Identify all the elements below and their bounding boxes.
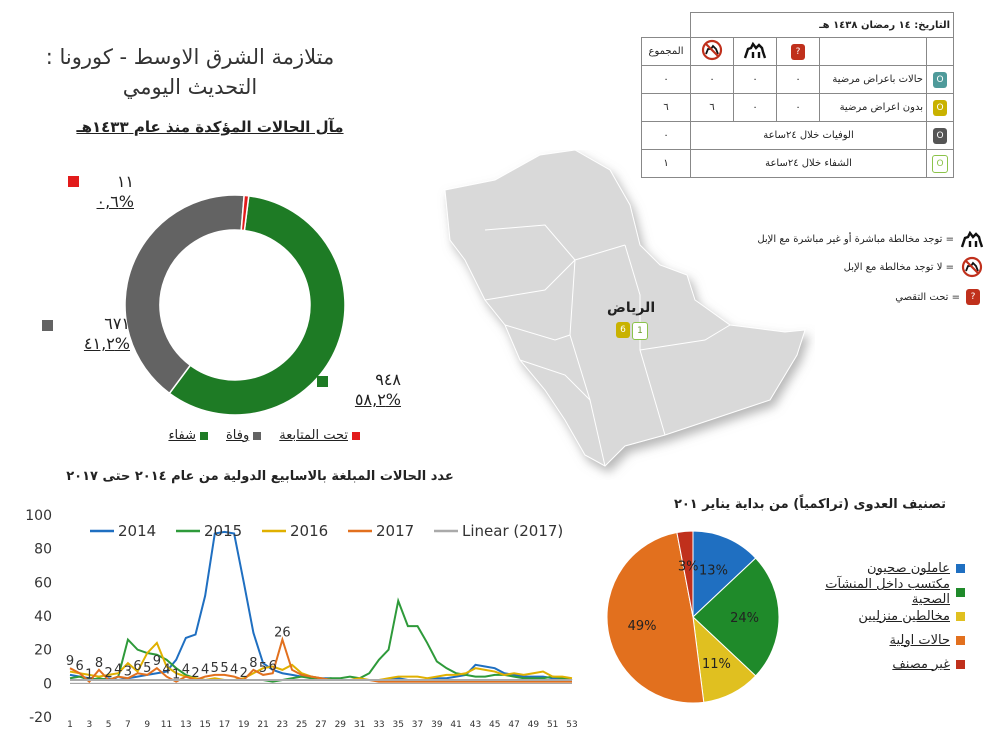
map-marker: 1 [632, 322, 648, 340]
data-label: 8 [249, 655, 258, 671]
x-tick-label: 3 [86, 720, 93, 730]
data-label: 2 [104, 665, 113, 681]
legend-followup: تحت المتابعة [279, 428, 360, 443]
x-tick-label: 29 [334, 720, 347, 730]
x-tick-label: 35 [392, 720, 404, 730]
data-label: 9 [152, 654, 162, 670]
x-tick-label: 7 [125, 720, 131, 730]
row2-no-camel: ٦ [691, 94, 734, 122]
x-tick-label: 27 [315, 720, 327, 730]
row2-label: بدون اعراض مرضية [820, 94, 927, 122]
x-tick-label: 1 [67, 720, 73, 730]
data-label: 1 [85, 667, 94, 683]
legend-label: 2014 [118, 522, 157, 540]
data-label: 5 [220, 660, 229, 676]
row4-badge: O [927, 150, 954, 178]
key-question-text: = تحت التقصي [895, 291, 960, 303]
row4-label: الشفاء خلال ٢٤ساعة [691, 150, 927, 178]
key-no-camel-text: = لا توجد مخالطة مع الإبل [843, 261, 954, 273]
data-label: 4 [229, 662, 239, 678]
row2-total: ٦ [642, 94, 691, 122]
data-label: 5 [210, 660, 219, 676]
row2-q: ٠ [777, 94, 820, 122]
data-label: 26 [274, 625, 291, 641]
x-tick-label: 47 [508, 720, 520, 730]
pie-slice-label: 49% [627, 619, 657, 635]
data-label: 6 [268, 659, 277, 675]
x-tick-label: 9 [144, 720, 151, 730]
followup-pct: %٠,٦ [96, 192, 134, 211]
followup-swatch [68, 176, 79, 187]
donut-legend [60, 428, 360, 443]
map-city-label: الرياض [607, 300, 656, 316]
x-tick-label: 37 [411, 720, 424, 730]
data-label: 6 [133, 659, 142, 675]
x-tick-label: 5 [105, 720, 112, 730]
x-tick-label: 41 [450, 720, 462, 730]
data-label: 4 [162, 662, 171, 678]
row2-badge: O [927, 94, 954, 122]
x-tick-label: 19 [238, 720, 250, 730]
legend-recovery: شفاء [168, 428, 208, 443]
data-label: 4 [114, 662, 123, 678]
x-tick-label: 51 [546, 720, 559, 730]
donut-segment [125, 195, 244, 393]
row1-badge: O [927, 66, 954, 94]
legend-label: 2017 [376, 522, 415, 540]
key-camel-text: = توجد مخالطة مباشرة أو غير مباشرة مع الإبل [757, 233, 954, 245]
no-camel-icon [960, 256, 984, 278]
pie-chart-title: تصنيف العدوى (تراكمياً) من بداية يناير ٢٠١ [673, 497, 947, 512]
no-camel-icon [691, 38, 734, 66]
table-row [642, 94, 954, 122]
pie-legend-item: مكتسب داخل المنشآت الصحية [795, 580, 965, 604]
question-icon: ? [966, 289, 980, 305]
legend-death: وفاة [226, 428, 261, 443]
y-tick-label: 60 [34, 575, 52, 592]
followup-count: ١١ [116, 172, 134, 191]
death-swatch [42, 320, 53, 331]
pie-slice-label: 13% [699, 563, 728, 579]
recovery-swatch [317, 376, 328, 387]
x-tick-label: 13 [180, 720, 192, 730]
x-tick-label: 45 [489, 720, 501, 730]
y-tick-label: 80 [34, 541, 52, 558]
pie-chart [600, 530, 790, 710]
line-chart-title: عدد الحالات المبلغة بالاسابيع الدولية من عام ٢٠١٤ حتى ٢٠١٧ [66, 469, 454, 484]
row3-total: ٠ [642, 122, 691, 150]
pie-slice-label: 3% [677, 559, 699, 575]
data-label: 4 [201, 662, 210, 678]
x-tick-label: 31 [353, 720, 366, 730]
data-label: 2 [191, 665, 200, 681]
title-line1: متلازمة الشرق الاوسط - كورونا : [45, 45, 335, 69]
data-label: 2 [239, 665, 248, 681]
row1-label: حالات باعراض مرضية [820, 66, 927, 94]
x-tick-label: 15 [199, 720, 211, 730]
legend-label: 2016 [290, 522, 329, 540]
row1-q: ٠ [777, 66, 820, 94]
camel-icon [734, 38, 777, 66]
y-tick-label: 0 [43, 676, 52, 693]
camel-icon [960, 229, 984, 249]
map-markers [616, 322, 648, 340]
y-tick-label: 100 [25, 508, 52, 524]
x-tick-label: 17 [218, 720, 231, 730]
row4-total: ١ [642, 150, 691, 178]
x-tick-label: 33 [373, 720, 385, 730]
question-icon: ? [777, 38, 820, 66]
row1-total: ٠ [642, 66, 691, 94]
pie-legend-item: مخالطين منزليين [795, 604, 965, 628]
death-count: ٦٧١ [104, 314, 130, 333]
row1-camel: ٠ [734, 66, 777, 94]
donut-label-recovery [315, 370, 401, 410]
pie-slice-label: 11% [701, 656, 731, 672]
data-label: 4 [181, 662, 190, 678]
donut-heading: مآل الحالات المؤكدة منذ عام ١٤٣٣هـ [76, 118, 344, 136]
x-tick-label: 21 [257, 720, 269, 730]
x-tick-label: 39 [431, 720, 443, 730]
row3-label: الوفيات خلال ٢٤ساعة [691, 122, 927, 150]
data-label: 6 [75, 659, 84, 675]
table-date: التاريخ: ١٤ رمضان ١٤٣٨ هـ [691, 13, 954, 38]
data-label: 1 [172, 667, 181, 683]
y-tick-label: -20 [29, 710, 52, 726]
data-label: 9 [65, 654, 75, 670]
pie-legend-item: غير مصنف [795, 652, 965, 676]
x-tick-label: 25 [295, 720, 308, 730]
pie-legend-item: حالات اولية [795, 628, 965, 652]
title-line2: التحديث اليومي [122, 75, 258, 99]
pie-legend-item: عاملون صحيون [795, 556, 965, 580]
death-pct: %٤١,٢ [83, 334, 130, 353]
legend-label: Linear (2017) [462, 522, 564, 540]
table-row [642, 66, 954, 94]
data-label: 5 [143, 660, 152, 676]
page-title [20, 42, 360, 102]
map-marker: 6 [616, 322, 630, 338]
row3-badge: O [927, 122, 954, 150]
row2-camel: ٠ [734, 94, 777, 122]
y-tick-label: 40 [34, 609, 52, 625]
y-tick-label: 20 [34, 642, 52, 659]
data-label: 8 [94, 655, 104, 671]
total-header: المجموع [642, 38, 691, 66]
x-tick-label: 43 [469, 720, 482, 730]
data-label: 3 [123, 664, 133, 680]
row1-no-camel: ٠ [691, 66, 734, 94]
donut-label-death [42, 314, 130, 354]
table-row [642, 122, 954, 150]
donut-label-followup [64, 172, 134, 212]
recovery-count: ٩٤٨ [375, 370, 401, 389]
x-tick-label: 23 [276, 720, 289, 730]
legend-label: 2015 [204, 522, 243, 540]
recovery-pct: %٥٨,٢ [354, 390, 401, 409]
x-tick-label: 49 [527, 720, 540, 730]
pie-slice-label: 24% [730, 611, 760, 626]
data-label: 5 [258, 660, 268, 676]
x-tick-label: 53 [566, 720, 578, 730]
x-tick-label: 11 [160, 720, 173, 730]
line-chart [0, 505, 590, 745]
pie-legend [795, 556, 965, 676]
